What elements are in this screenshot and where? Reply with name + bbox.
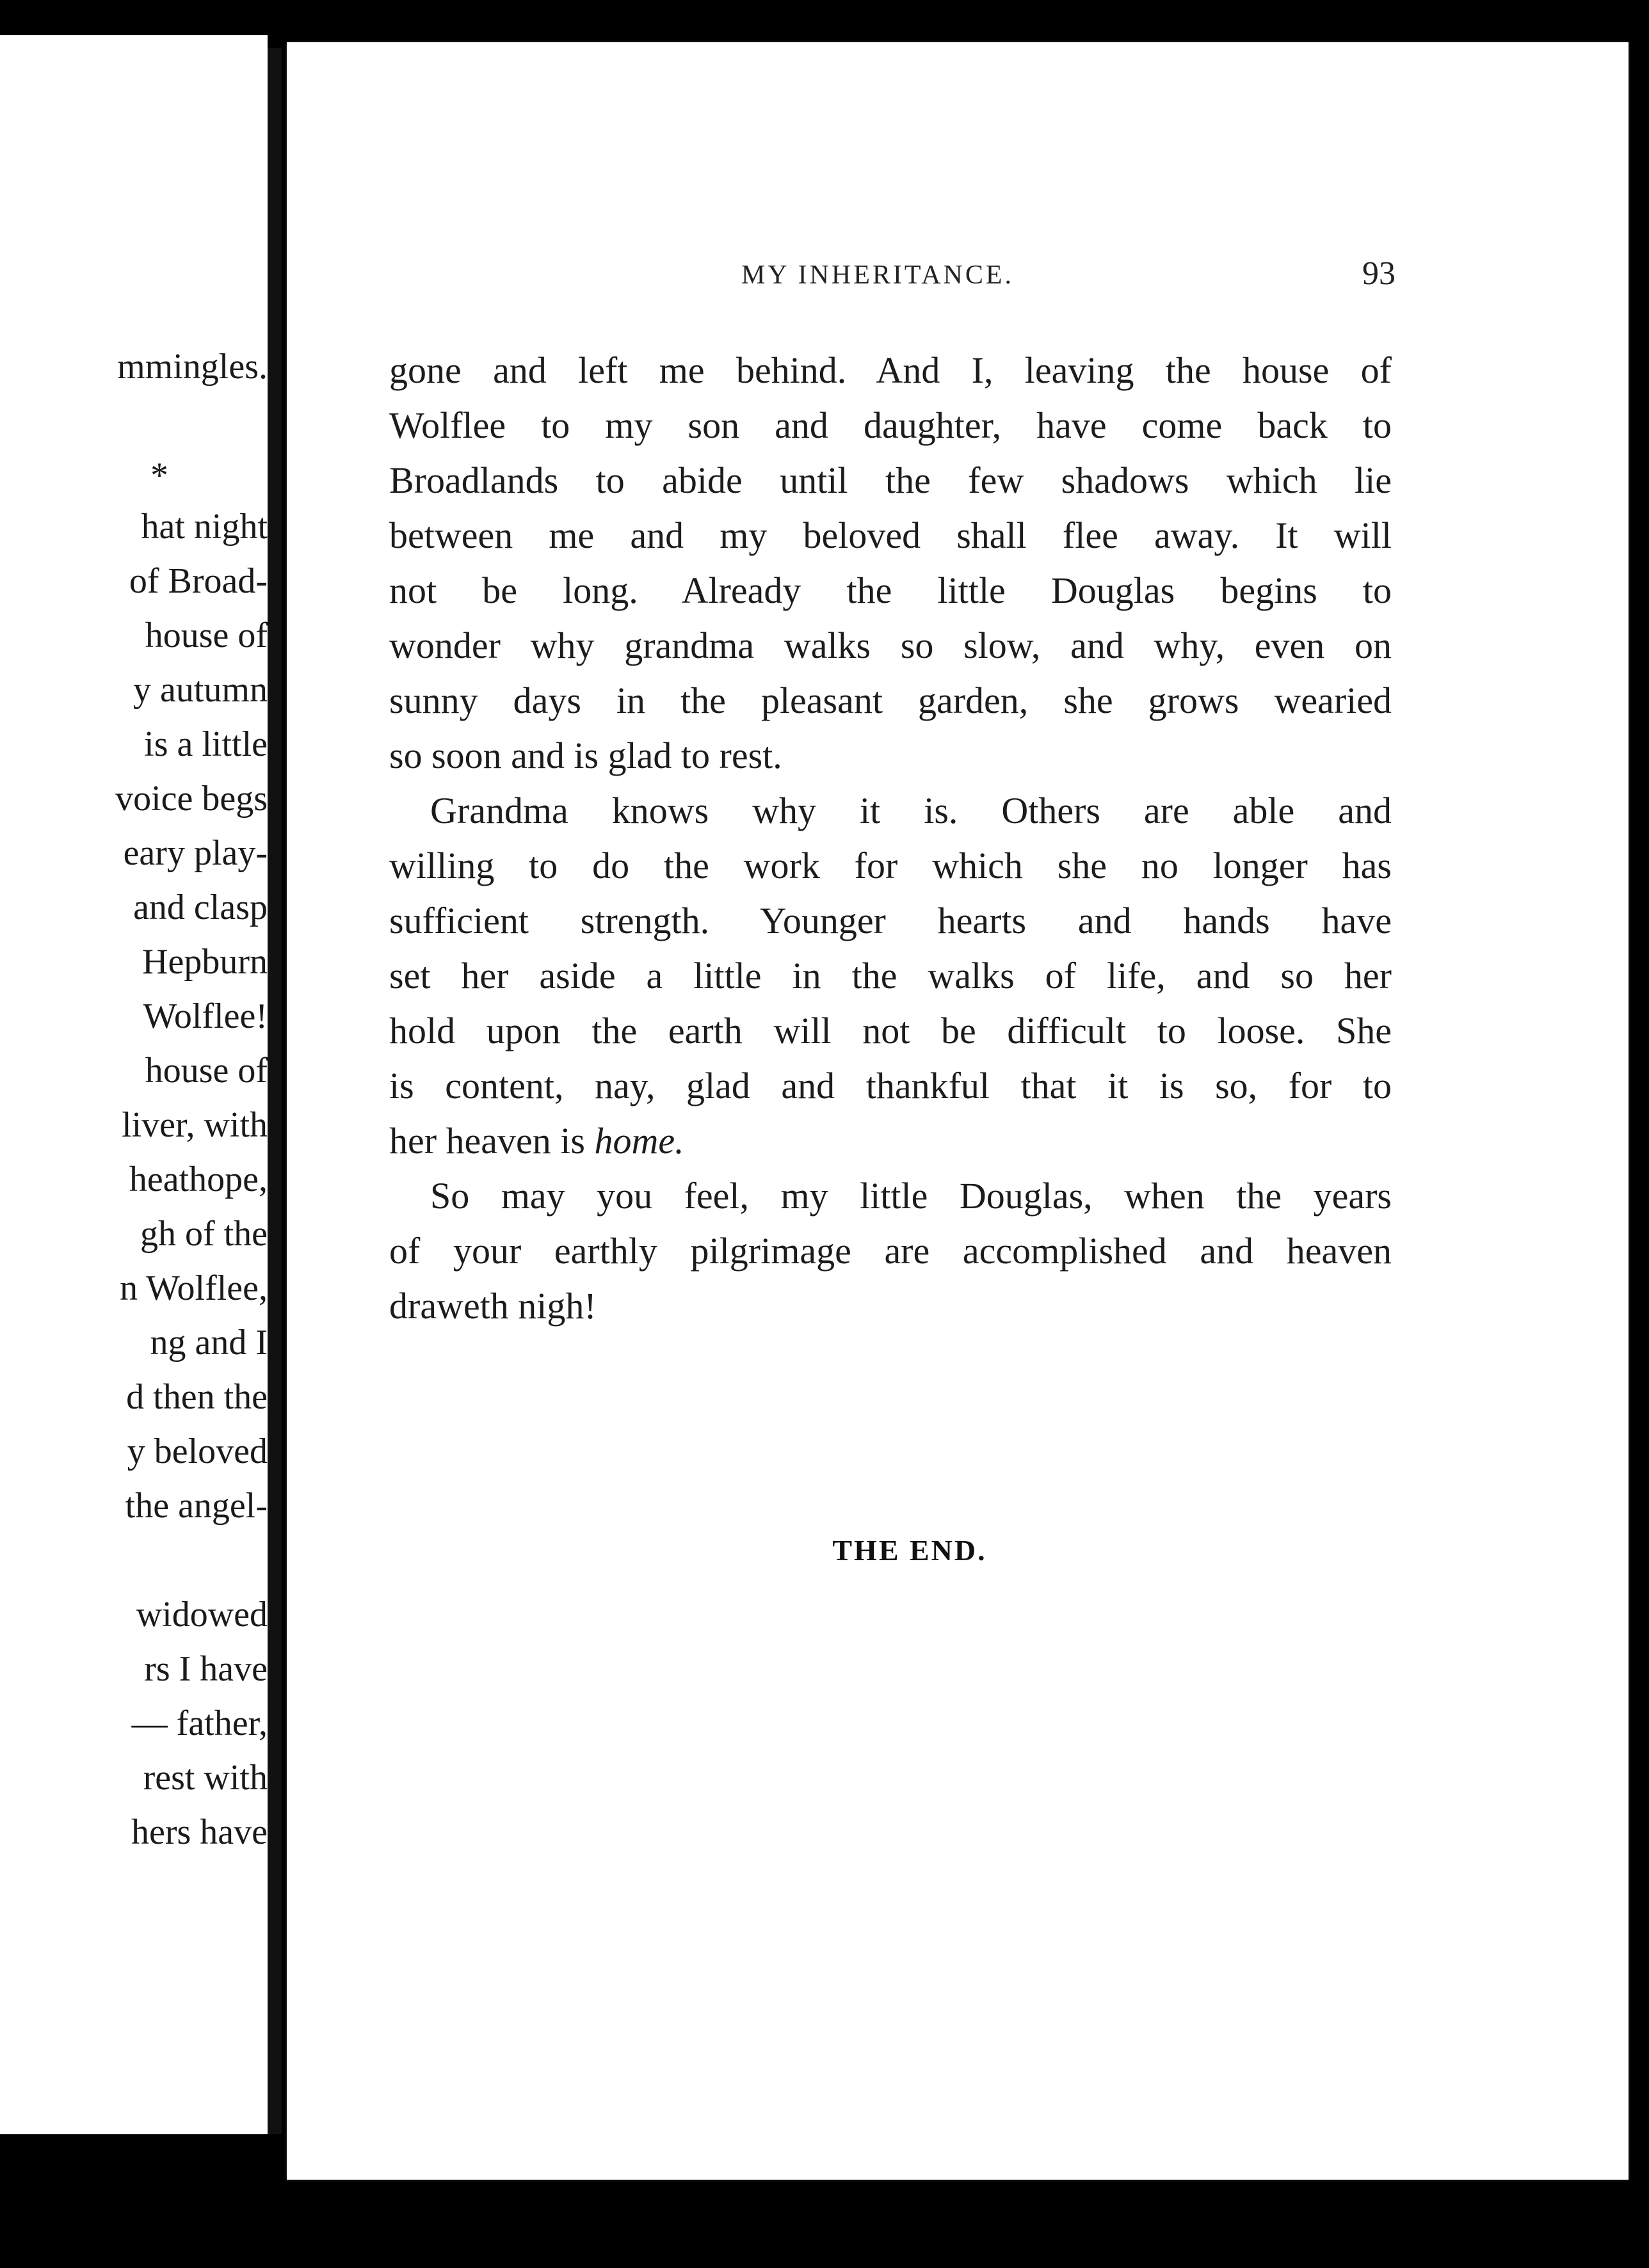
text-line-15-start: her heaven is — [389, 1120, 595, 1162]
left-line-24: — father, — [131, 1704, 268, 1743]
left-line-16: gh of the — [140, 1214, 268, 1254]
left-line-5: house of — [145, 616, 268, 655]
text-line-8: so soon and is glad to rest. — [389, 735, 782, 776]
page-header — [287, 255, 1629, 311]
left-line-10: and clasp — [133, 888, 268, 927]
left-line-23: rs I have — [144, 1649, 268, 1689]
left-line-8: voice begs — [115, 779, 268, 819]
left-line-11: Hepburn — [142, 942, 268, 982]
left-page — [0, 35, 268, 2134]
page-number: 93 — [1362, 255, 1396, 292]
left-line-20: y beloved — [127, 1432, 268, 1471]
text-line-4: between me and my beloved shall flee away. It will — [389, 515, 1392, 556]
left-line-9: eary play- — [123, 833, 268, 873]
text-line-5: not be long. Already the little Douglas begins to — [389, 570, 1392, 611]
left-line-25: rest with — [143, 1758, 268, 1798]
left-line-15: heathope, — [129, 1160, 268, 1199]
text-line-18: draweth nigh! — [389, 1285, 597, 1327]
text-line-13: hold upon the earth will not be difficult to loose. She — [389, 1010, 1392, 1051]
left-line-13: house of — [145, 1051, 268, 1090]
left-line-3: hat night — [141, 507, 268, 547]
left-line-1: mmingles. — [117, 347, 268, 387]
text-line-17: of your earthly pilgrimage are accomplished and heaven — [389, 1230, 1392, 1272]
text-line-3: Broadlands to abide until the few shadows which lie — [389, 459, 1392, 501]
text-line-6: wonder why grandma walks so slow, and why, even on — [389, 625, 1392, 666]
left-line-14: liver, with — [122, 1105, 268, 1145]
text-line-11: sufficient strength. Younger hearts and hands have — [389, 900, 1392, 941]
left-line-18: ng and I — [150, 1323, 268, 1362]
text-line-1: gone and left me behind. And I, leaving the house of — [389, 349, 1392, 391]
body-text — [389, 343, 1392, 1334]
text-line-2: Wolflee to my son and daughter, have come back to — [389, 404, 1392, 446]
text-line-15 — [389, 1114, 1392, 1169]
text-line-12: set her aside a little in the walks of life, and so her — [389, 955, 1392, 996]
left-line-17: n Wolflee, — [120, 1268, 268, 1308]
running-title: MY INHERITANCE. — [741, 260, 1015, 290]
text-line-14: is content, nay, glad and thankful that it is so, for to — [389, 1065, 1392, 1106]
text-line-10: willing to do the work for which she no longer has — [389, 845, 1392, 886]
text-line-9: Grandma knows why it is. Others are able and — [430, 790, 1392, 831]
left-line-7: is a little — [144, 724, 268, 764]
italic-word-home: home. — [594, 1120, 684, 1162]
left-line-asterisk: * — [150, 456, 168, 495]
left-line-12: Wolflee! — [143, 996, 268, 1036]
left-line-4: of Broad- — [129, 561, 268, 601]
gutter-shadow — [268, 48, 282, 2134]
the-end: THE END. — [832, 1534, 987, 1567]
left-line-6: y autumn — [133, 670, 268, 710]
left-line-26: hers have — [131, 1812, 268, 1852]
left-line-21: the angel- — [125, 1486, 268, 1526]
left-line-19: d then the — [126, 1377, 268, 1417]
text-line-16: So may you feel, my little Douglas, when the years — [430, 1175, 1392, 1217]
left-line-22: widowed — [136, 1595, 268, 1634]
right-page — [287, 42, 1629, 2180]
text-line-7: sunny days in the pleasant garden, she grows wearied — [389, 680, 1392, 721]
